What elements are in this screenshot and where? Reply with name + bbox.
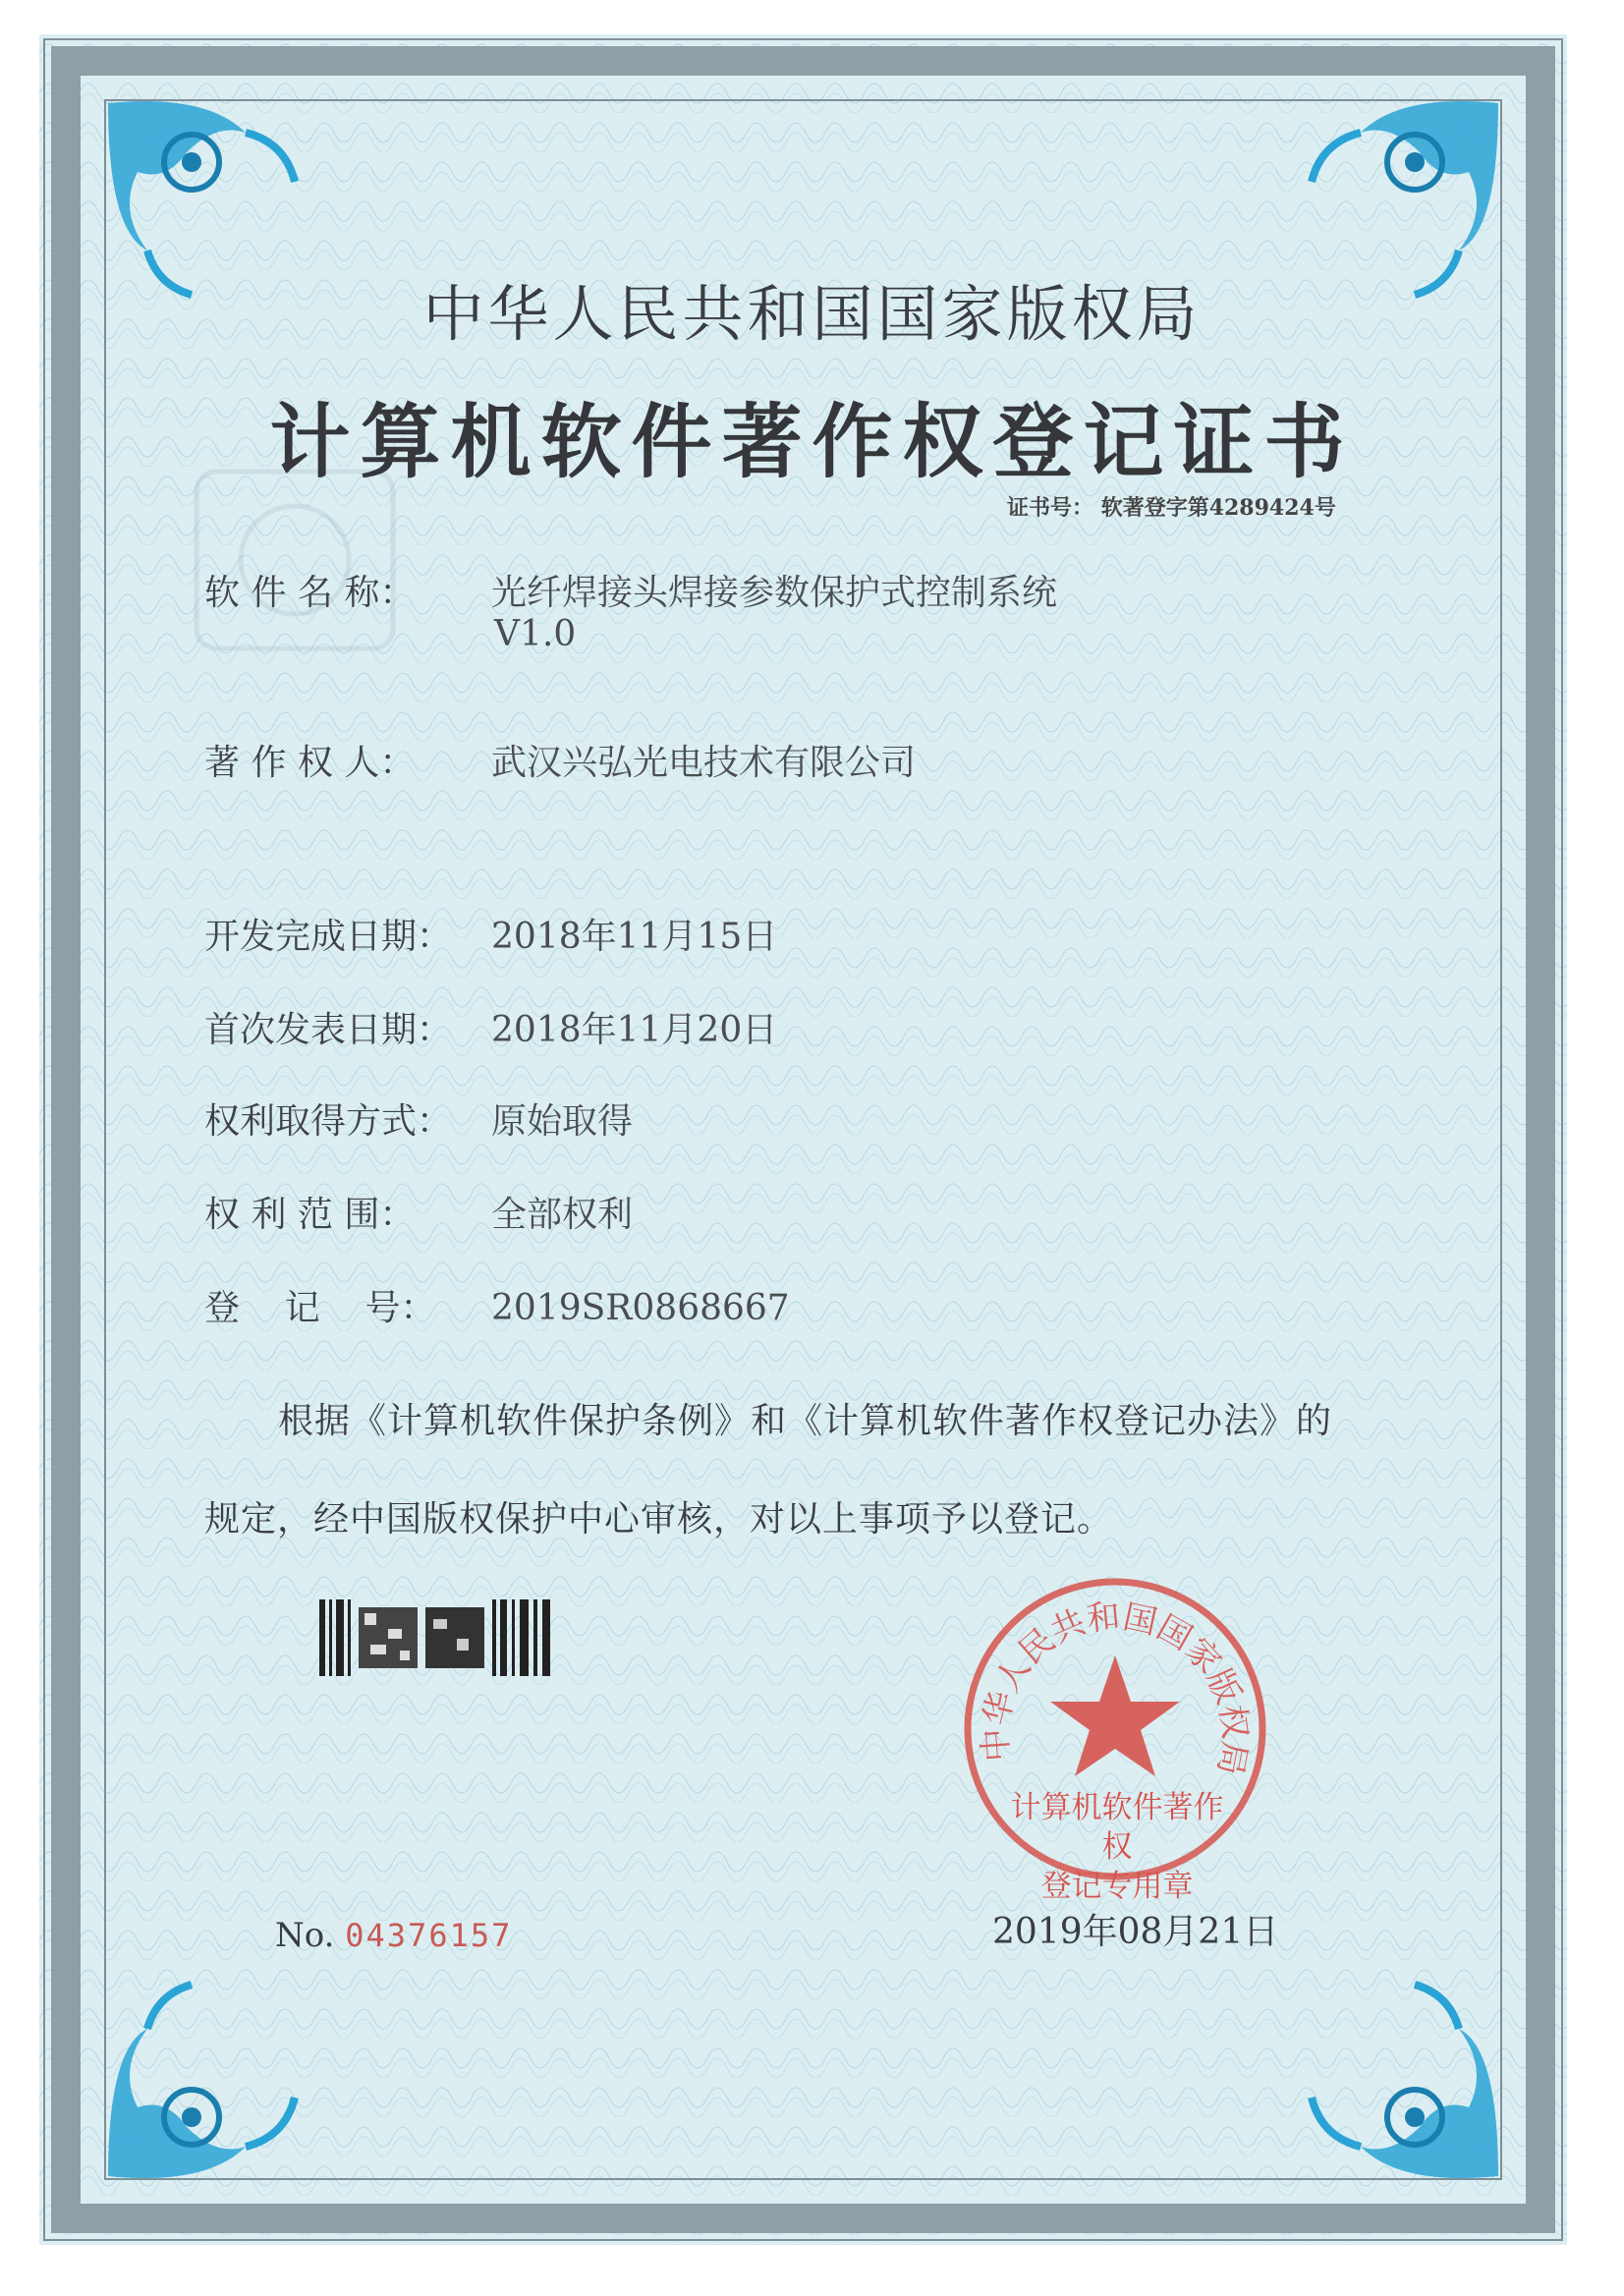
issue-date: 2019年08月21日 [992,1912,1279,1952]
field-label: 登 记 号： [204,1288,436,1328]
seal-star-icon [1050,1655,1180,1776]
field-value: 原始取得 [491,1101,634,1142]
field-value: 2019SR0868667 [491,1288,790,1328]
software-version: V1.0 [494,614,577,654]
certificate-number [1007,491,1336,522]
field-value: 2018年11月20日 [491,1010,778,1050]
field-label: 首次发表日期： [204,1010,453,1050]
field-label: 软 件 名 称： [204,573,416,613]
certificate-title: 计算机软件著作权登记证书 [269,395,1355,489]
certificate-number-value: 软著登字第4289424号 [1100,495,1336,521]
seal-line-1: 计算机软件著作权 [1010,1790,1224,1865]
field-label: 著 作 权 人： [204,743,416,783]
seal-line-2: 登记专用章 [1040,1869,1194,1904]
field-acquire-method [204,1093,633,1144]
seal-ring-text: 中华人民共和国国家版权局 [976,1596,1256,1779]
issuer-heading: 中华人民共和国国家版权局 [422,278,1202,350]
serial-number [275,1916,512,1955]
field-value: 全部权利 [491,1195,634,1235]
field-value: 2018年11月15日 [491,917,778,957]
field-rights-scope [204,1187,633,1237]
corner-ornament-icon [98,1980,305,2186]
field-value: 武汉兴弘光电技术有限公司 [491,743,917,783]
certificate-number-label: 证书号： [1007,495,1094,521]
field-label: 开发完成日期： [204,917,453,957]
field-label: 权 利 范 围： [204,1195,416,1235]
field-pub-date [204,1002,777,1052]
statement-line-1: 根据《计算机软件保护条例》和《计算机软件著作权登记办法》的 [278,1401,1333,1441]
field-dev-date [204,909,777,959]
field-label: 权利取得方式： [204,1101,453,1142]
seal-inner-text [1004,1788,1230,1906]
barcode-icon [319,1599,550,1676]
statement-line-2: 规定，经中国版权保护中心审核，对以上事项予以登记。 [204,1499,1114,1540]
serial-label: No. [275,1916,335,1955]
field-value: 光纤焊接头焊接参数保护式控制系统 [491,573,1058,613]
corner-ornament-icon [1302,1980,1508,2186]
field-owner [204,735,916,785]
field-registration-number [204,1280,790,1330]
field-software-name [204,565,1057,615]
serial-value: 04376157 [345,1917,513,1954]
